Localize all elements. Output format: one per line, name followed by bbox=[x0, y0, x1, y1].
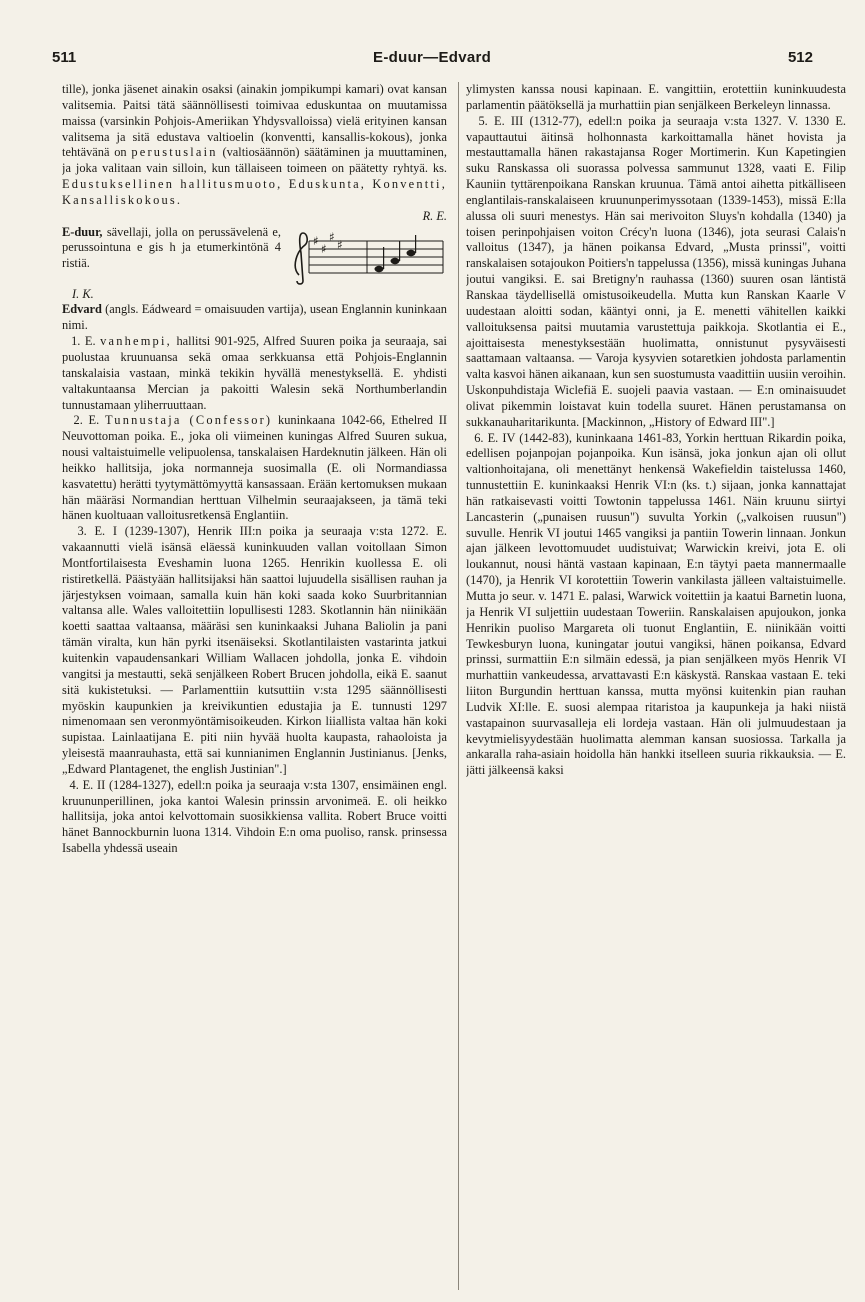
svg-text:♯: ♯ bbox=[337, 237, 343, 252]
music-signature: I. K. bbox=[72, 286, 94, 301]
eduskunta-continuation: tille), jonka jäsenet ainakin osaksi (ainakin jompikumpi kamari) ovat kansan valitsemia. Paitsi tätä säännöllisesti toimivaa eduskuntaa on muutamissa maissa (varsinkin Pohjois-Ameriikan Yhdysvalloissa) vielä erityinen kansan valitsema ja sitä edustava valtioelin (konventti, kansallis-kokous), jonka tehtävänä on perustuslain (valtiosäännön) säätäminen ja muuttaminen, ja joka valitaan vain silloin, kun tällaiseen toimeen on päätetty ryhtyä. ks. Edustuksellinen hallitusmuoto, Eduskunta, Konventti, Kansalliskokous. R. E. bbox=[62, 82, 447, 223]
edvard-4-continuation: ylimysten kanssa nousi kapinaan. E. vangittiin, erotettiin kuninkuudesta parlamentin päätöksellä ja murhattiin pian senjälkeen Berkeleyn linnassa. bbox=[466, 82, 846, 112]
author-signature: R. E. bbox=[422, 208, 447, 223]
page-header bbox=[52, 46, 813, 68]
cross-references: Edustuksellinen hallitusmuoto, Eduskunta, Konventti, Kansalliskokous. bbox=[62, 177, 447, 207]
edvard-entry: Edvard (angls. Eádweard = omaisuuden vartija), usean Englannin kuninkaan nimi. bbox=[62, 302, 447, 333]
eduur-entry: E-duur, sävellaji, jolla on perussävelenä e, perussointuna e gis h ja etumerkintönä 4 ristiä. ♯ ♯ ♯ ♯ bbox=[62, 225, 447, 287]
music-staff-icon bbox=[287, 227, 447, 287]
left-page-number: 511 bbox=[52, 48, 77, 66]
svg-text:♯: ♯ bbox=[313, 233, 319, 248]
right-page-number: 512 bbox=[787, 48, 813, 66]
entry-head-eduur: E-duur, bbox=[62, 224, 103, 239]
entry-head-edvard: Edvard bbox=[62, 302, 102, 317]
running-title: E-duur—Edvard bbox=[373, 48, 492, 66]
edvard-5: 5. E. III (1312-77), edell:n poika ja seuraaja v:sta 1327. V. 1330 E. vapauttautui äitinsä holhonnasta karkoittamalla hänet hovista ja mestauttamalla hänen rakastajansa Roger Mortimerin. Kun Kapetingien suku Ranskassa oli suorassa polvessa sammunut 1328, vaati E. Filip Kauniin tyttärenpoikana Ranskan kruunua. Tämä antoi aihetta pitkälliseen englantilais-ranskalaiseen kruununperimyssotaan (1339-1453), missä E:lla alussa oli suuri menestys. Hän sai merivoiton Sluys'n kohdalla (1340) ja toisen perinpohjaisen voiton Crécy'n luona (1346), jota seurasi Calais'n valloitus (1347), ja hänen poikansa Edvard, „Musta prinssi", voitti ranskalaisen sotajoukon Poitiers'n tappelussa (1356), missä kuningas Juhana joutui vangiksi. E. sai Bretigny'n rauhassa (1360) suuren osan läntistä Ranskaa täydellisellä omistusoikeudella. Mutta kun Ranskan Kaarle V uudestaan aloitti sodan, kääntyi onni, ja E. menetti vähitellen kaikki valloituksensa paitsi muutamia varustettuja paikkoja. Skotlantia ei E., ajoittaisesta menestyksestään huolimatta, onnistunut pysyväisesti saattamaan valtaansa. — Varoja kysyvien sotaretkien johdosta parlamentin valta kasvoi hänen aikanaan, kun sen suostumusta vaadittiin uusiin veroihin. Uskonpuhdistaja Wiclefiä E. suojeli paavia vastaan. — E:n ominaisuudet olivat pikemmin loistavat kuin todella suuret. Hänen perustamansa on sukkanauharitarikunta. [Mackinnon, „History of Edward III".] bbox=[466, 113, 846, 429]
edvard-4: 4. E. II (1284-1327), edell:n poika ja seuraaja v:sta 1307, ensimäinen engl. kruununperillinen, joka kantoi Walesin prinssin arvonimeä. E. oli heikko hallitsija, joka antoi kelvottomain suosikkiensa vallita. Robert Bruce voitti hänet Bannockburnin luona 1314. Vihdoin E:n oma puoliso, ransk. prinsessa Isabella yhdessä useain bbox=[62, 777, 447, 856]
right-column bbox=[466, 82, 846, 1294]
edvard-1: 1. E. vanhempi, hallitsi 901-925, Alfred Suuren poika ja seuraaja, sai puolustaa kruunuansa sekä omaa serkkuansa että Pohjois-Englannin tanskalaisia vastaan, minkä tekikin hyvällä menestyksellä. E. yhdisti valtakuntaansa Mercian ja pakoitti Walesin sekä Northumberlandin tunnustamaan yliherruuttaan. bbox=[62, 334, 447, 412]
edvard-6: 6. E. IV (1442-83), kuninkaana 1461-83, Yorkin herttuan Rikardin poika, edellisen pojanpojan pojanpoika. Kun isänsä, joka jonkun ajan oli ollut valtionhoitajana, oli menettänyt henkensä Wakefieldin taistelussa 1460, tunnustettiin E. kuninkaaksi Henrik VI:n (ks. t.) sijaan, jonka kannattajat hän ratkaisevasti voitti Towtonin tappelussa 1461. Näin kruunu siirtyi Lancasterin („punaisen ruusun") suvulta Yorkin („valkoisen ruusun") suvulle. Henrik VI joutui 1465 vangiksi ja pantiin Towerin linnaan. Jonkun ajan jälkeen levottomuudet uudistuivat; Warwickin kreivi, jota E. oli loukannut, nousi häntä vastaan kapinaan, E:n täytyi paeta mannermaalle (1470), ja Henrik VI korotettiin Towerin vankilasta jälleen valtaistuimelle. Mutta jo seur. v. 1471 E. palasi, Warwick voitettiin ja kaatui Barnetin luona, ja Henrik VI suljettiin uudestaan Toweriin. Ranskalaisen apujoukon, jonka Henrikin puoliso Margareta oli tuonut Englantiin, E. niinikään voitti Tewkesburyn luona, kuningatar joutui vangiksi, hänen poikansa, Edvard prinssi, surmattiin E:n silmäin edessä, ja pian senjälkeen myös Henrik VI murhattiin vankeudessa, arvattavasti E:n käskystä. Ranskaa vastaan E. teki liiton Burgundin herttuan kanssa, mutta myönsi kuitenkin pian rauhan Ludvik XI:lle. E. suosi alempaa ritaristoa ja kaupunkeja ja haki niistä vastapainon suurvasalleja eli lordeja vastaan. Hän oli julmuudestaan ja kevytmielisyydestään huolimatta alemman kansan suosiossa. Tarkalla ja ankaralla raha-asiain hoidolla hän hankki itselleen suuria rikkauksia. — E. jätti jälkeensä kaksi bbox=[466, 430, 846, 778]
spaced-term: perustuslain bbox=[131, 145, 218, 160]
svg-text:♯: ♯ bbox=[329, 229, 335, 244]
svg-text:♯: ♯ bbox=[321, 241, 327, 256]
column-divider bbox=[458, 82, 459, 1290]
left-column bbox=[62, 82, 447, 1294]
edvard-2: 2. E. Tunnustaja (Confessor) kuninkaana 1042-66, Ethelred II Neuvottoman poika. E., joka oli viimeinen kuningas Alfred Suuren sukua, nousi valtaistuimelle velipuolensa, tanskalaisen Hardeknutin jälkeen. Hän oli heikko hallitsija, joka normanneja suosimalla (E. oli Normandiassa kasvatettu) herätti tyytymättömyyttä kansassaan. Erään kertomuksen mukaan hän määräsi Normandian herttuan Vilhelmin seuraajakseen, ja tämä teki hänen kuoltuaan valloitusretkensä Englantiin. bbox=[62, 413, 447, 523]
edvard-3: 3. E. I (1239-1307), Henrik III:n poika ja seuraaja v:sta 1272. E. vakaannutti vielä isänsä eläessä kuninkuuden vallan voitollaan Simon Montfortilaisesta Eveshamin luona 1265. Henrikin kuollessa E. oli ristiretkellä. Päästyään hallitsijaksi hän saattoi lujuudella sisällisen rauhan ja järjestyksen voimaan, samalla kuin hän koki saada koko Suurbritannian valtansa alle. Wales valloitettiin lopullisesti 1283. Skotlannin hän niinikään koetti saattaa valtaansa, määräsi sen kuninkaaksi Juhana Baliolin ja pani tämän viralta, kun hän pyrki itsenäiseksi. Skotlantilaisten vastarinta jatkui kuitenkin vapaudensankari William Wallacen johdolla, jonka E. vihdoin vangitsi ja mestautti, sekä senjälkeen Robert Brucen johdolla, eikä E. saanut sitä kukistetuksi. — Parlamenttiin kutsuttiin v:sta 1295 säännöllisesti myöskin kaupunkien ja kreivikuntien edustajia ja E. tunnusti 1297 nimenomaan sen veronmyöntämisoikeuden. Kirkon liiallista valtaa hän koki supistaa. Lainlaatijana E. piti niin hyvää huolta kaupasta, rahaoloista ja yleisestä maanrauhasta, että sai kunnianimen Englannin Justinianus. [Jenks, „Edward Plantagenet, the english Justinian".] bbox=[62, 524, 447, 776]
